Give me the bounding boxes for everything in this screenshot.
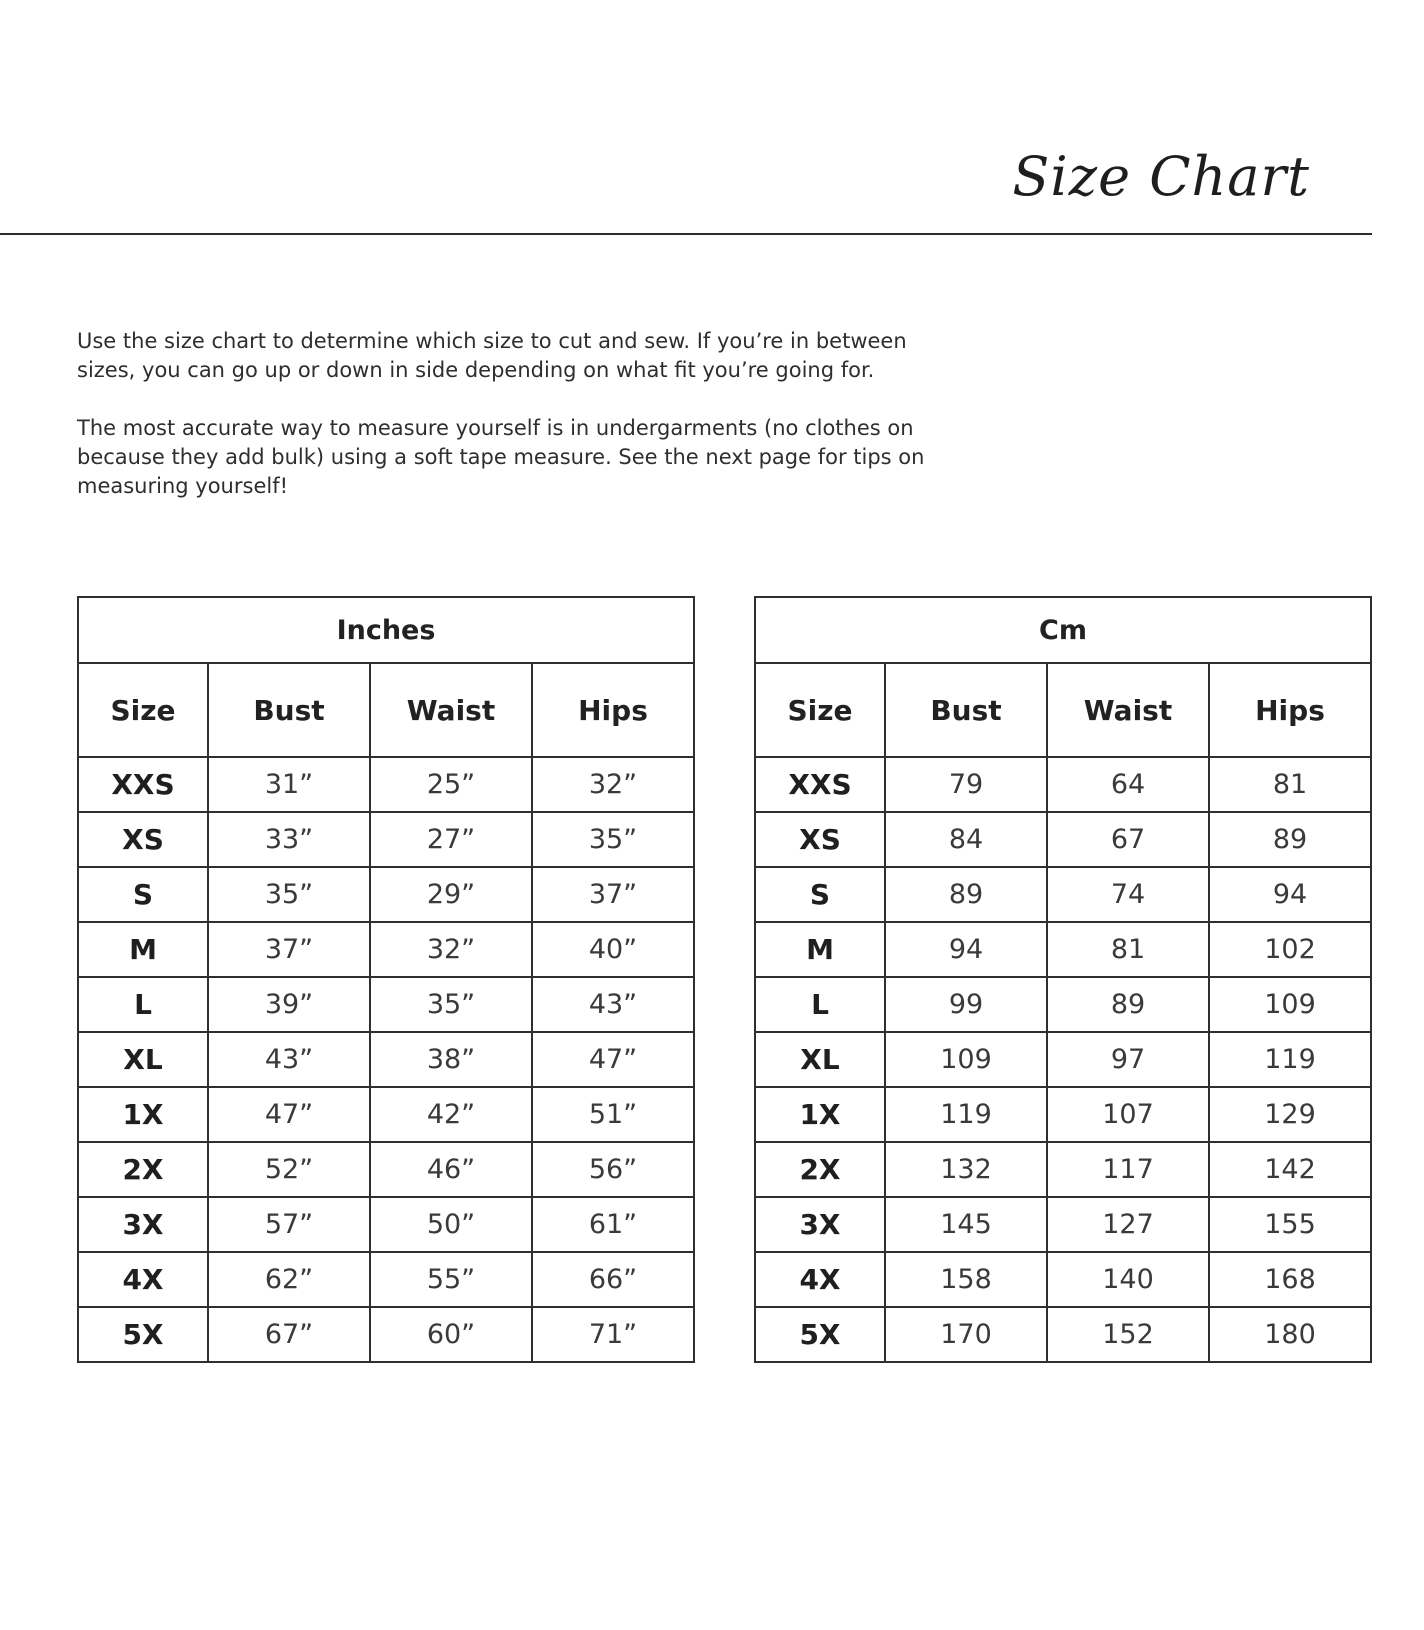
inches-cell-waist: 32” <box>370 922 532 977</box>
inches-cell-size: 3X <box>78 1197 208 1252</box>
cm-cell-waist: 64 <box>1047 757 1209 812</box>
cm-table-row <box>755 977 1371 1032</box>
cm-table-row <box>755 1307 1371 1362</box>
inches-col-hips: Hips <box>532 663 694 757</box>
cm-col-hips: Hips <box>1209 663 1371 757</box>
cm-cell-bust: 158 <box>885 1252 1047 1307</box>
cm-cell-hips: 89 <box>1209 812 1371 867</box>
cm-cell-size: 5X <box>755 1307 885 1362</box>
cm-cell-waist: 127 <box>1047 1197 1209 1252</box>
cm-cell-hips: 168 <box>1209 1252 1371 1307</box>
inches-col-waist: Waist <box>370 663 532 757</box>
cm-table-row <box>755 1252 1371 1307</box>
inches-cell-bust: 33” <box>208 812 370 867</box>
inches-table-title: Inches <box>78 597 694 663</box>
inches-cell-bust: 62” <box>208 1252 370 1307</box>
inches-col-size: Size <box>78 663 208 757</box>
cm-cell-size: XL <box>755 1032 885 1087</box>
cm-cell-hips: 81 <box>1209 757 1371 812</box>
inches-cell-size: 1X <box>78 1087 208 1142</box>
inches-cell-waist: 27” <box>370 812 532 867</box>
inches-table-body <box>78 757 694 1362</box>
inches-cell-size: 2X <box>78 1142 208 1197</box>
cm-table-row <box>755 1032 1371 1087</box>
cm-cell-bust: 109 <box>885 1032 1047 1087</box>
cm-table-row <box>755 757 1371 812</box>
cm-cell-hips: 109 <box>1209 977 1371 1032</box>
cm-cell-hips: 180 <box>1209 1307 1371 1362</box>
cm-cell-waist: 81 <box>1047 922 1209 977</box>
inches-table-row <box>78 1252 694 1307</box>
cm-col-waist: Waist <box>1047 663 1209 757</box>
cm-cell-bust: 170 <box>885 1307 1047 1362</box>
inches-table-row <box>78 977 694 1032</box>
cm-cell-size: M <box>755 922 885 977</box>
cm-table-body <box>755 757 1371 1362</box>
inches-table-row <box>78 757 694 812</box>
cm-size-table <box>754 596 1372 1363</box>
cm-cell-hips: 94 <box>1209 867 1371 922</box>
inches-cell-size: M <box>78 922 208 977</box>
cm-cell-hips: 102 <box>1209 922 1371 977</box>
inches-cell-hips: 51” <box>532 1087 694 1142</box>
cm-cell-bust: 94 <box>885 922 1047 977</box>
inches-cell-bust: 47” <box>208 1087 370 1142</box>
inches-cell-hips: 47” <box>532 1032 694 1087</box>
inches-table-row <box>78 1142 694 1197</box>
cm-table-row <box>755 1087 1371 1142</box>
inches-cell-size: L <box>78 977 208 1032</box>
title-divider <box>0 233 1372 235</box>
cm-cell-hips: 119 <box>1209 1032 1371 1087</box>
inches-cell-hips: 43” <box>532 977 694 1032</box>
inches-cell-bust: 31” <box>208 757 370 812</box>
cm-cell-size: XXS <box>755 757 885 812</box>
cm-cell-size: 1X <box>755 1087 885 1142</box>
inches-cell-hips: 56” <box>532 1142 694 1197</box>
inches-cell-hips: 66” <box>532 1252 694 1307</box>
cm-cell-waist: 117 <box>1047 1142 1209 1197</box>
cm-cell-hips: 129 <box>1209 1087 1371 1142</box>
cm-col-size: Size <box>755 663 885 757</box>
inches-cell-size: S <box>78 867 208 922</box>
inches-cell-waist: 50” <box>370 1197 532 1252</box>
cm-cell-size: L <box>755 977 885 1032</box>
inches-cell-bust: 67” <box>208 1307 370 1362</box>
cm-cell-waist: 152 <box>1047 1307 1209 1362</box>
cm-cell-bust: 79 <box>885 757 1047 812</box>
cm-cell-waist: 97 <box>1047 1032 1209 1087</box>
intro-paragraph-2: The most accurate way to measure yourself is in undergarments (no clothes on because they add bulk) using a soft tape measure. See the next page for tips on measuring yourself! <box>77 416 925 498</box>
inches-cell-waist: 42” <box>370 1087 532 1142</box>
inches-table-row <box>78 1087 694 1142</box>
cm-cell-bust: 145 <box>885 1197 1047 1252</box>
cm-cell-waist: 67 <box>1047 812 1209 867</box>
cm-cell-waist: 140 <box>1047 1252 1209 1307</box>
inches-cell-bust: 52” <box>208 1142 370 1197</box>
cm-table-row <box>755 1197 1371 1252</box>
cm-table-title: Cm <box>755 597 1371 663</box>
inches-cell-bust: 35” <box>208 867 370 922</box>
inches-cell-hips: 40” <box>532 922 694 977</box>
inches-cell-waist: 55” <box>370 1252 532 1307</box>
cm-cell-bust: 119 <box>885 1087 1047 1142</box>
inches-cell-waist: 46” <box>370 1142 532 1197</box>
inches-table-row <box>78 922 694 977</box>
inches-cell-waist: 60” <box>370 1307 532 1362</box>
inches-cell-bust: 37” <box>208 922 370 977</box>
cm-cell-waist: 89 <box>1047 977 1209 1032</box>
cm-table-row <box>755 1142 1371 1197</box>
cm-col-bust: Bust <box>885 663 1047 757</box>
cm-cell-bust: 84 <box>885 812 1047 867</box>
cm-cell-waist: 74 <box>1047 867 1209 922</box>
inches-cell-bust: 43” <box>208 1032 370 1087</box>
inches-cell-hips: 71” <box>532 1307 694 1362</box>
inches-table-row <box>78 812 694 867</box>
inches-cell-hips: 32” <box>532 757 694 812</box>
intro-paragraph-1: Use the size chart to determine which size to cut and sew. If you’re in between sizes, you can go up or down in side depending on what fit you’re going for. <box>77 329 907 382</box>
inches-cell-size: 5X <box>78 1307 208 1362</box>
inches-table-row <box>78 1307 694 1362</box>
inches-cell-size: XXS <box>78 757 208 812</box>
intro-text <box>77 327 957 530</box>
cm-cell-hips: 142 <box>1209 1142 1371 1197</box>
cm-table-row <box>755 922 1371 977</box>
inches-cell-waist: 25” <box>370 757 532 812</box>
cm-cell-waist: 107 <box>1047 1087 1209 1142</box>
inches-size-table <box>77 596 695 1363</box>
inches-cell-waist: 29” <box>370 867 532 922</box>
cm-cell-size: 3X <box>755 1197 885 1252</box>
cm-cell-bust: 132 <box>885 1142 1047 1197</box>
cm-cell-size: XS <box>755 812 885 867</box>
cm-cell-size: 2X <box>755 1142 885 1197</box>
inches-cell-hips: 61” <box>532 1197 694 1252</box>
inches-table-row <box>78 1197 694 1252</box>
inches-cell-bust: 57” <box>208 1197 370 1252</box>
inches-cell-hips: 35” <box>532 812 694 867</box>
cm-cell-bust: 99 <box>885 977 1047 1032</box>
inches-cell-size: XS <box>78 812 208 867</box>
inches-col-bust: Bust <box>208 663 370 757</box>
inches-table-row <box>78 1032 694 1087</box>
cm-table-row <box>755 867 1371 922</box>
inches-cell-size: 4X <box>78 1252 208 1307</box>
cm-cell-size: 4X <box>755 1252 885 1307</box>
cm-table-row <box>755 812 1371 867</box>
inches-cell-waist: 35” <box>370 977 532 1032</box>
inches-cell-bust: 39” <box>208 977 370 1032</box>
cm-cell-bust: 89 <box>885 867 1047 922</box>
cm-cell-size: S <box>755 867 885 922</box>
cm-cell-hips: 155 <box>1209 1197 1371 1252</box>
page-title: Size Chart <box>1012 145 1310 208</box>
inches-cell-hips: 37” <box>532 867 694 922</box>
inches-cell-size: XL <box>78 1032 208 1087</box>
inches-table-row <box>78 867 694 922</box>
inches-cell-waist: 38” <box>370 1032 532 1087</box>
